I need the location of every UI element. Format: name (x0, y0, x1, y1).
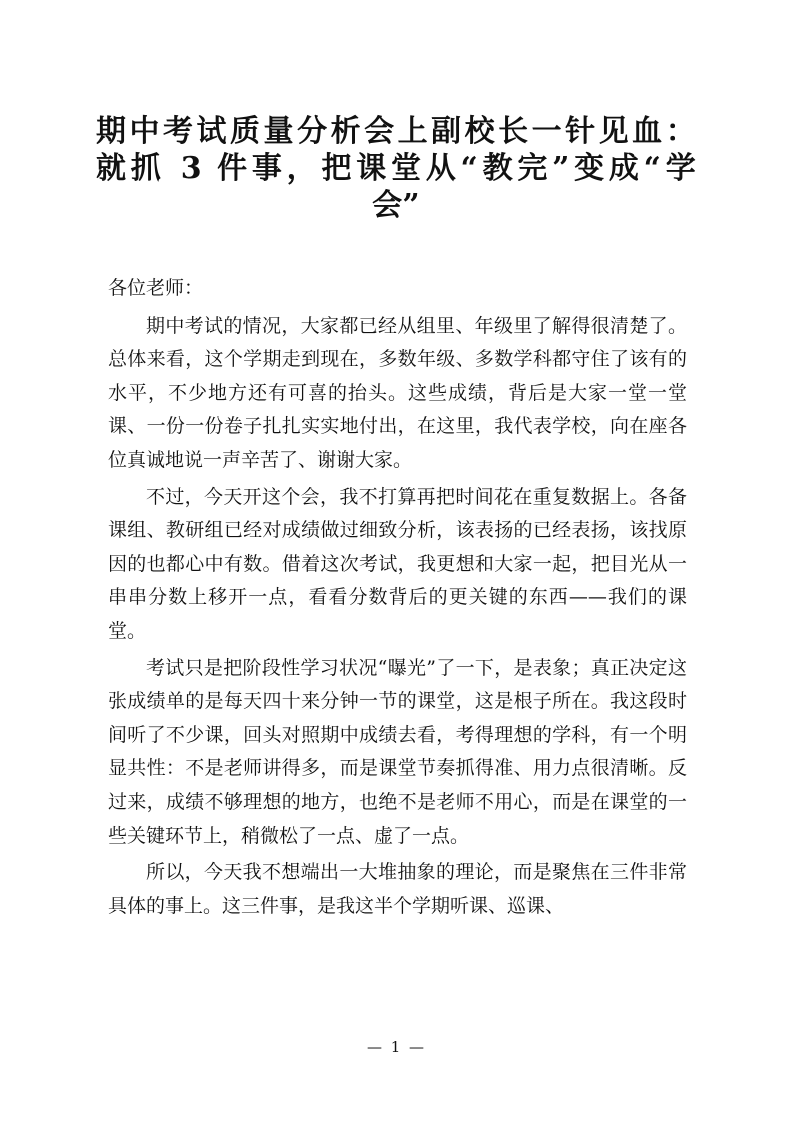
paragraph: 考试只是把阶段性学习状况“曝光”了一下，是表象；真正决定这张成绩单的是每天四十来分钟一节的课堂，这是根子所在。我这段时间听了不少课，回头对照期中成绩去看，考得理想的学科，有一个明显共性：不是老师讲得多，而是课堂节奏抓得准、用力点很清晰。反过来，成绩不够理想的地方，也绝不是老师不用心，而是在课堂的一些关键环节上，稍微松了一点、虚了一点。 (108, 656, 687, 847)
page-title (96, 113, 696, 224)
page-number: — 1 — (366, 1038, 427, 1056)
title-line: 会” (372, 188, 420, 223)
title-line: 期中考试质量分析会上副校长一针见血： (96, 114, 696, 149)
title-line: 就抓 3 件事，把课堂从“教完”变成“学 (96, 151, 696, 186)
salutation: 各位老师： (108, 277, 204, 299)
paragraph: 不过，今天开这个会，我不打算再把时间花在重复数据上。各备课组、教研组已经对成绩做过细致分析，该表扬的已经表扬，该找原因的也都心中有数。借着这次考试，我更想和大家一起，把目光从一串串分数上移开一点，看看分数背后的更关键的东西——我们的课堂。 (108, 485, 687, 642)
paragraph: 所以，今天我不想端出一大堆抽象的理论，而是聚焦在三件非常具体的事上。这三件事，是我这半个学期听课、巡课、 (108, 861, 687, 917)
paragraph: 期中考试的情况，大家都已经从组里、年级里了解得很清楚了。总体来看，这个学期走到现在，多数年级、多数学科都守住了该有的水平，不少地方还有可喜的抬头。这些成绩，背后是大家一堂一堂课、一份一份卷子扎扎实实地付出，在这里，我代表学校，向在座各位真诚地说一声辛苦了、谢谢大家。 (108, 314, 687, 471)
document-body (108, 272, 687, 926)
